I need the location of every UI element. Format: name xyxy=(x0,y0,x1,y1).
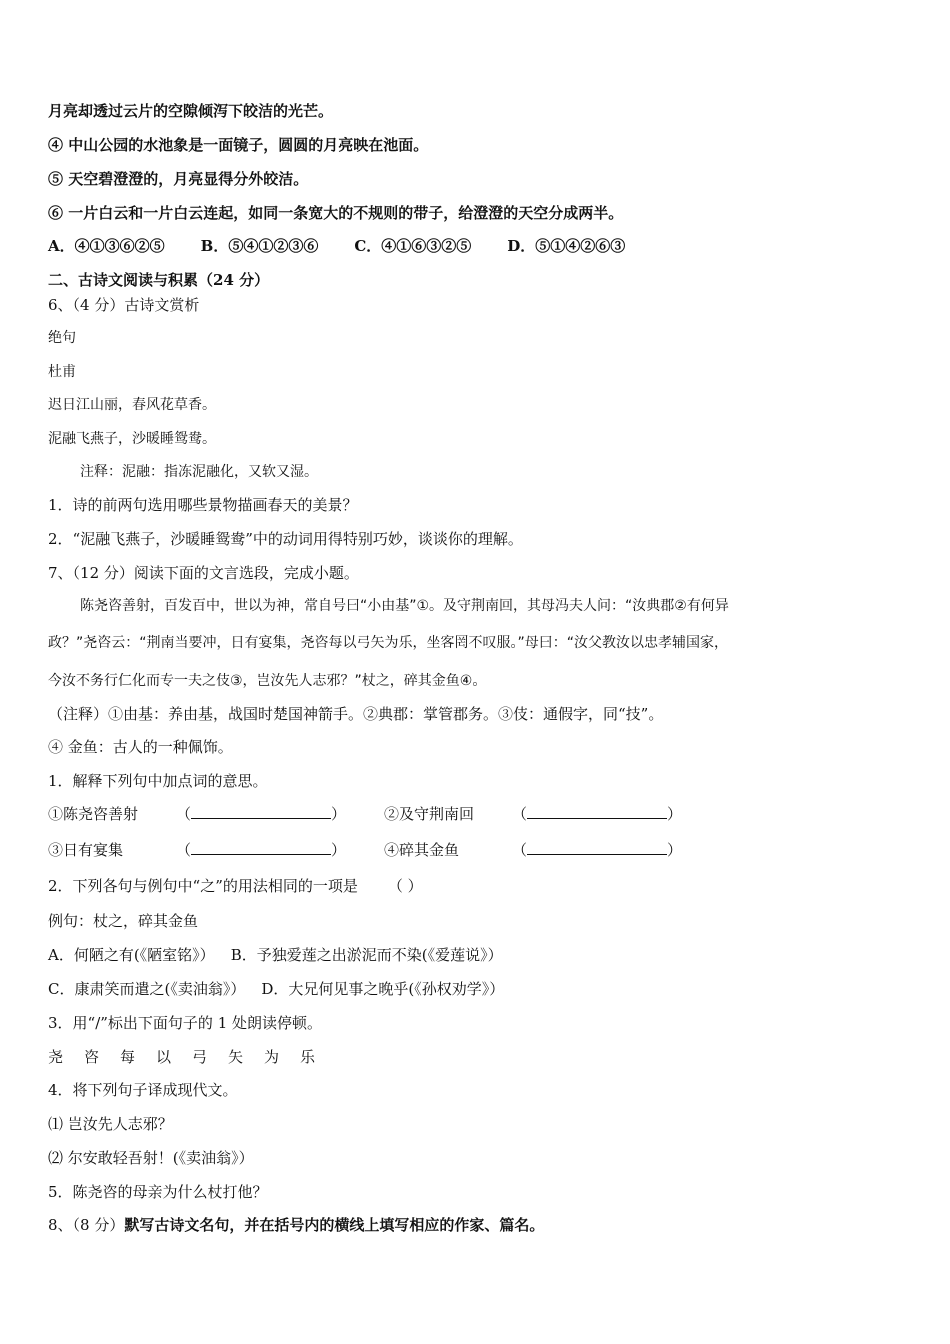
option-c: C．④①⑥③②⑤ xyxy=(354,237,472,255)
fill-prompt: ①陈尧咨善射 xyxy=(48,805,139,823)
fill-row: ①陈尧咨善射 （ ） xyxy=(48,805,347,823)
fill-row: ④碎其金鱼 （ ） xyxy=(384,841,683,859)
option-a: A．④①③⑥②⑤ xyxy=(48,237,165,255)
poem-title: 绝句 xyxy=(48,330,76,346)
option-row xyxy=(48,979,504,999)
fill-prompt: ④碎其金鱼 xyxy=(384,841,460,859)
note-line: （注释）①由基：养由基，战国时楚国神箭手。②典郡：掌管郡务。③伎：通假字，同“技”。 xyxy=(48,705,664,723)
question-6: 6、（4 分）古诗文赏析 xyxy=(48,296,200,314)
question-7-1: 1．解释下列句中加点词的意思。 xyxy=(48,772,268,790)
answer-options xyxy=(48,236,625,256)
answer-paren[interactable]: （ ） xyxy=(387,877,423,895)
example-sentence: 例句：杖之，碎其金鱼 xyxy=(48,912,199,930)
poem-note: 注释：泥融：指冻泥融化，又软又湿。 xyxy=(80,464,318,480)
poem-author: 杜甫 xyxy=(48,364,76,380)
question-7-5: 5．陈尧咨的母亲为什么杖打他？ xyxy=(48,1183,268,1201)
section-heading: 二、古诗文阅读与积累（24 分） xyxy=(48,271,270,289)
classical-text-line: 政？”尧咨云：“荆南当要冲，日有宴集，尧咨每以弓矢为乐，坐客罔不叹服。”母曰：“汝父教汝以忠孝辅国家， xyxy=(48,635,729,651)
text-line: ④ 中山公园的水池象是一面镜子，圆圆的月亮映在池面。 xyxy=(48,136,429,154)
question-8: 8、（8 分）默写古诗文名句，并在括号内的横线上填写相应的作家、篇名。 xyxy=(48,1216,545,1234)
fill-prompt: ③日有宴集 xyxy=(48,841,124,859)
char[interactable]: 每 xyxy=(120,1048,136,1066)
poem-line: 泥融飞燕子，沙暖睡鸳鸯。 xyxy=(48,431,216,447)
question-7-2: 2．下列各句与例句中“之”的用法相同的一项是 （ ） xyxy=(48,877,423,895)
question-7-4: 4．将下列句子译成现代文。 xyxy=(48,1081,238,1099)
option-b: B．⑤④①②③⑥ xyxy=(200,237,319,255)
fill-row: ②及守荆南回 （ ） xyxy=(384,805,683,823)
translate-item: ⑴ 岂汝先人志邪？ xyxy=(48,1115,173,1133)
classical-text-line: 今汝不务行仁化而专一夫之伎③，岂汝先人志邪？”杖之，碎其金鱼④。 xyxy=(48,673,487,689)
answer-blank[interactable] xyxy=(527,804,667,819)
text-line: ⑥ 一片白云和一片白云连起，如同一条宽大的不规则的带子，给澄澄的天空分成两半。 xyxy=(48,204,624,222)
answer-blank[interactable] xyxy=(527,840,667,855)
text-line: 月亮却透过云片的空隙倾泻下皎洁的光芒。 xyxy=(48,102,334,120)
pause-sentence xyxy=(48,1047,336,1067)
char[interactable]: 尧 xyxy=(48,1048,64,1066)
poem-line: 迟日江山丽，春风花草香。 xyxy=(48,397,216,413)
text-line: ⑤ 天空碧澄澄的，月亮显得分外皎洁。 xyxy=(48,170,309,188)
answer-blank[interactable] xyxy=(191,804,331,819)
option-row xyxy=(48,945,503,965)
option-d: D．⑤①④②⑥③ xyxy=(507,237,626,255)
translate-item: ⑵ 尔安敢轻吾射！(《卖油翁》） xyxy=(48,1149,254,1167)
question-7: 7、（12 分）阅读下面的文言选段，完成小题。 xyxy=(48,564,359,582)
option-d: D．大兄何见事之晚乎(《孙权劝学》） xyxy=(261,980,505,998)
char[interactable]: 为 xyxy=(264,1048,280,1066)
option-b: B．予独爱莲之出淤泥而不染(《爱莲说》） xyxy=(230,946,503,964)
char[interactable]: 弓 xyxy=(192,1048,208,1066)
fill-row: ③日有宴集 （ ） xyxy=(48,841,347,859)
answer-blank[interactable] xyxy=(191,840,331,855)
char[interactable]: 以 xyxy=(156,1048,172,1066)
option-c: C．康肃笑而遣之(《卖油翁》） xyxy=(48,980,246,998)
question-6-1: 1．诗的前两句选用哪些景物描画春天的美景？ xyxy=(48,496,358,514)
classical-text-line: 陈尧咨善射，百发百中，世以为神，常自号曰“小由基”①。及守荆南回，其母冯夫人问：“汝典郡②有何异 xyxy=(80,598,729,614)
note-line: ④ 金鱼：古人的一种佩饰。 xyxy=(48,738,233,756)
char[interactable]: 矢 xyxy=(228,1048,244,1066)
question-6-2: 2．“泥融飞燕子，沙暖睡鸳鸯”中的动词用得特别巧妙，谈谈你的理解。 xyxy=(48,530,523,548)
option-a: A．何陋之有(《陋室铭》） xyxy=(48,946,215,964)
fill-prompt: ②及守荆南回 xyxy=(384,805,475,823)
question-7-3: 3．用“/”标出下面句子的 1 处朗读停顿。 xyxy=(48,1014,323,1032)
char[interactable]: 咨 xyxy=(84,1048,100,1066)
char[interactable]: 乐 xyxy=(300,1048,316,1066)
